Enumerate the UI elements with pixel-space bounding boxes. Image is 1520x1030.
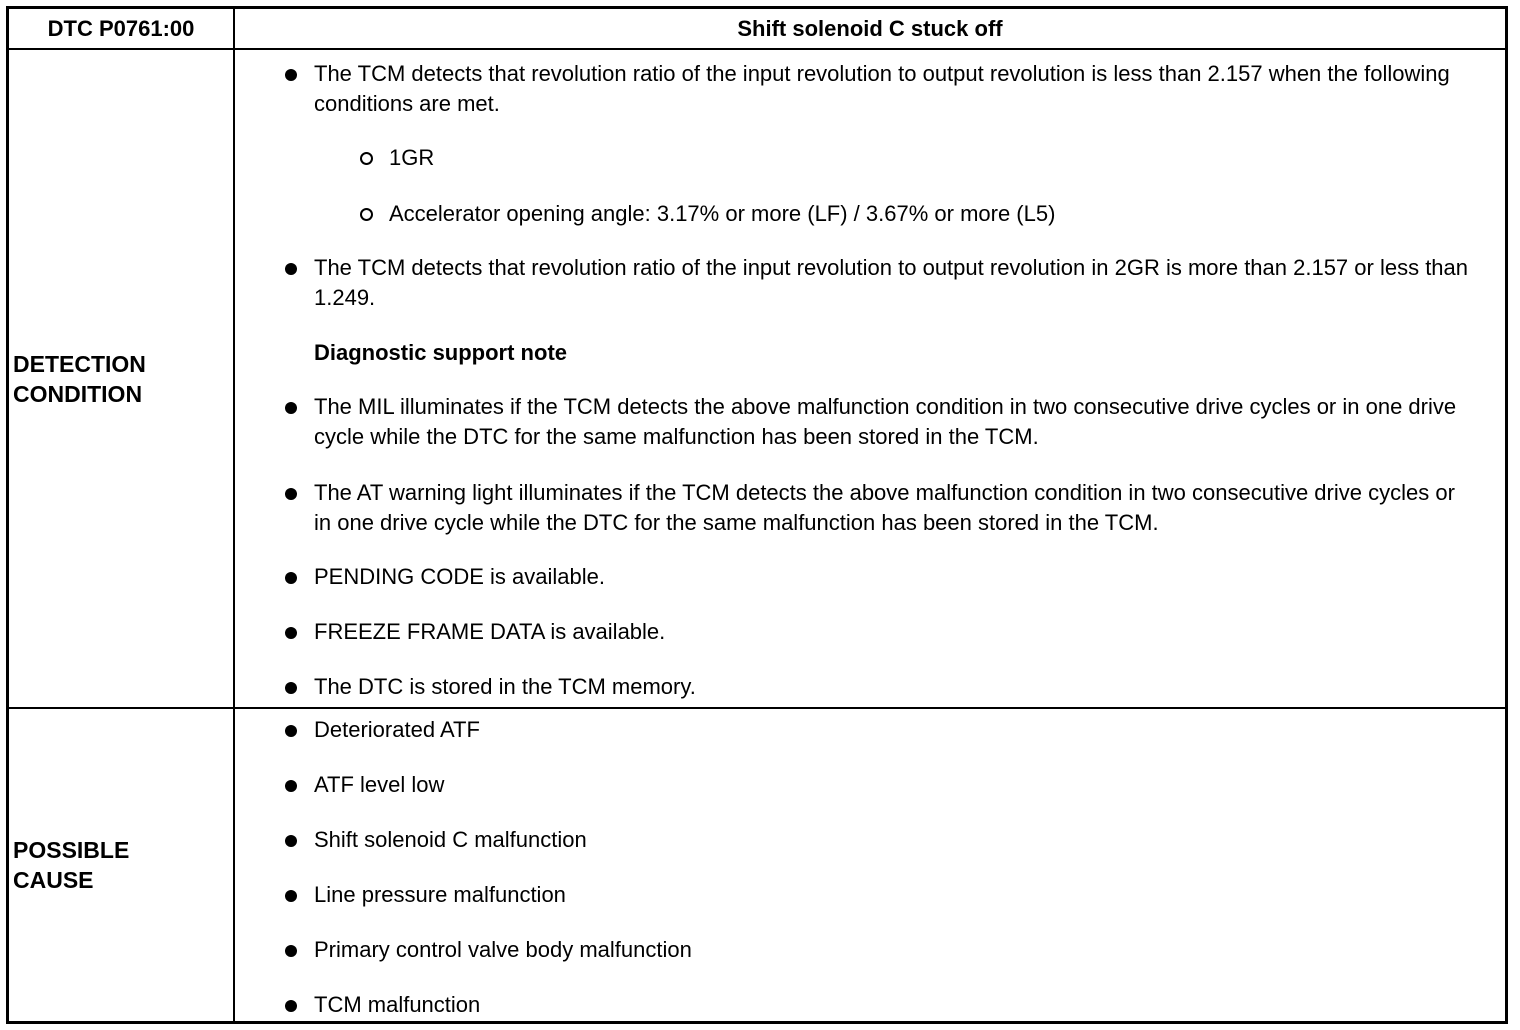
list-item bbox=[235, 59, 1505, 119]
bullet-icon bbox=[285, 835, 297, 847]
list-item-text: Line pressure malfunction bbox=[314, 882, 566, 907]
list-item-text: The TCM detects that revolution ratio of the input revolution to output revolution is less than 2.157 when the following conditions are met. bbox=[314, 61, 1450, 116]
list-item-text: Primary control valve body malfunction bbox=[314, 937, 692, 962]
list-item bbox=[235, 880, 1505, 910]
list-item bbox=[235, 715, 1505, 745]
hollow-bullet-icon bbox=[360, 208, 373, 221]
cause-content-cell bbox=[235, 709, 1505, 1021]
list-item-text: Deteriorated ATF bbox=[314, 717, 480, 742]
cause-content bbox=[235, 709, 1505, 1020]
bullet-icon bbox=[285, 69, 297, 81]
list-item-text: The AT warning light illuminates if the TCM detects the above malfunction condition in two consecutive drive cycles or in one drive cycle while the DTC for the same malfunction has been stored in the TCM. bbox=[314, 480, 1455, 535]
list-item bbox=[235, 825, 1505, 855]
list-item-text: ATF level low bbox=[314, 772, 445, 797]
bullet-icon bbox=[285, 945, 297, 957]
dtc-table bbox=[6, 6, 1508, 1024]
bullet-icon bbox=[285, 682, 297, 694]
list-item bbox=[235, 253, 1505, 313]
list-item-text: The TCM detects that revolution ratio of the input revolution to output revolution in 2GR is more than 2.157 or less than 1.249. bbox=[314, 255, 1469, 310]
cause-label-line1: POSSIBLE bbox=[13, 837, 130, 863]
list-item bbox=[235, 392, 1505, 452]
detection-label bbox=[13, 349, 223, 409]
sub-list-item bbox=[235, 143, 1505, 173]
dtc-title-cell bbox=[235, 9, 1505, 48]
detection-label-cell bbox=[9, 50, 233, 707]
cause-label-cell bbox=[9, 709, 233, 1021]
sub-list-item bbox=[235, 199, 1505, 229]
list-item bbox=[235, 617, 1505, 647]
list-item-text: Shift solenoid C malfunction bbox=[314, 827, 587, 852]
dtc-code-cell bbox=[9, 9, 233, 48]
list-item-text: TCM malfunction bbox=[314, 992, 481, 1017]
bullet-icon bbox=[285, 780, 297, 792]
detection-label-line2: CONDITION bbox=[13, 380, 143, 407]
cause-label bbox=[13, 835, 223, 895]
bullet-icon bbox=[285, 402, 297, 414]
list-item bbox=[235, 770, 1505, 800]
detection-condition-row bbox=[9, 50, 1505, 709]
list-item bbox=[235, 672, 1505, 702]
sub-list-item-text: Accelerator opening angle: 3.17% or more (LF) / 3.67% or more (L5) bbox=[389, 201, 1056, 226]
list-item-text: FREEZE FRAME DATA is available. bbox=[314, 619, 666, 644]
possible-cause-row bbox=[9, 709, 1505, 1021]
list-item bbox=[235, 990, 1505, 1020]
sub-list-item-text: 1GR bbox=[389, 145, 435, 170]
dtc-title: Shift solenoid C stuck off bbox=[737, 15, 1003, 41]
list-item bbox=[235, 935, 1505, 965]
detection-label-line1: DETECTION bbox=[13, 350, 146, 377]
detection-content bbox=[235, 50, 1505, 702]
diagnostic-support-note-heading: Diagnostic support note bbox=[314, 340, 567, 365]
list-item-text: The MIL illuminates if the TCM detects the above malfunction condition in two consecutive drive cycles or in one drive cycle while the DTC for the same malfunction has been stored in the TCM. bbox=[314, 394, 1457, 449]
bullet-icon bbox=[285, 627, 297, 639]
bullet-icon bbox=[285, 488, 297, 500]
list-item bbox=[235, 562, 1505, 592]
list-item bbox=[235, 478, 1505, 538]
list-item-text: The DTC is stored in the TCM memory. bbox=[314, 674, 696, 699]
hollow-bullet-icon bbox=[360, 152, 373, 165]
bullet-icon bbox=[285, 572, 297, 584]
bullet-icon bbox=[285, 890, 297, 902]
detection-content-cell bbox=[235, 50, 1505, 707]
bullet-icon bbox=[285, 263, 297, 275]
table-header-row bbox=[9, 9, 1505, 50]
bullet-icon bbox=[285, 1000, 297, 1012]
bullet-icon bbox=[285, 725, 297, 737]
dtc-code: DTC P0761:00 bbox=[47, 15, 195, 41]
list-item-text: PENDING CODE is available. bbox=[314, 564, 605, 589]
cause-label-line2: CAUSE bbox=[13, 867, 94, 893]
